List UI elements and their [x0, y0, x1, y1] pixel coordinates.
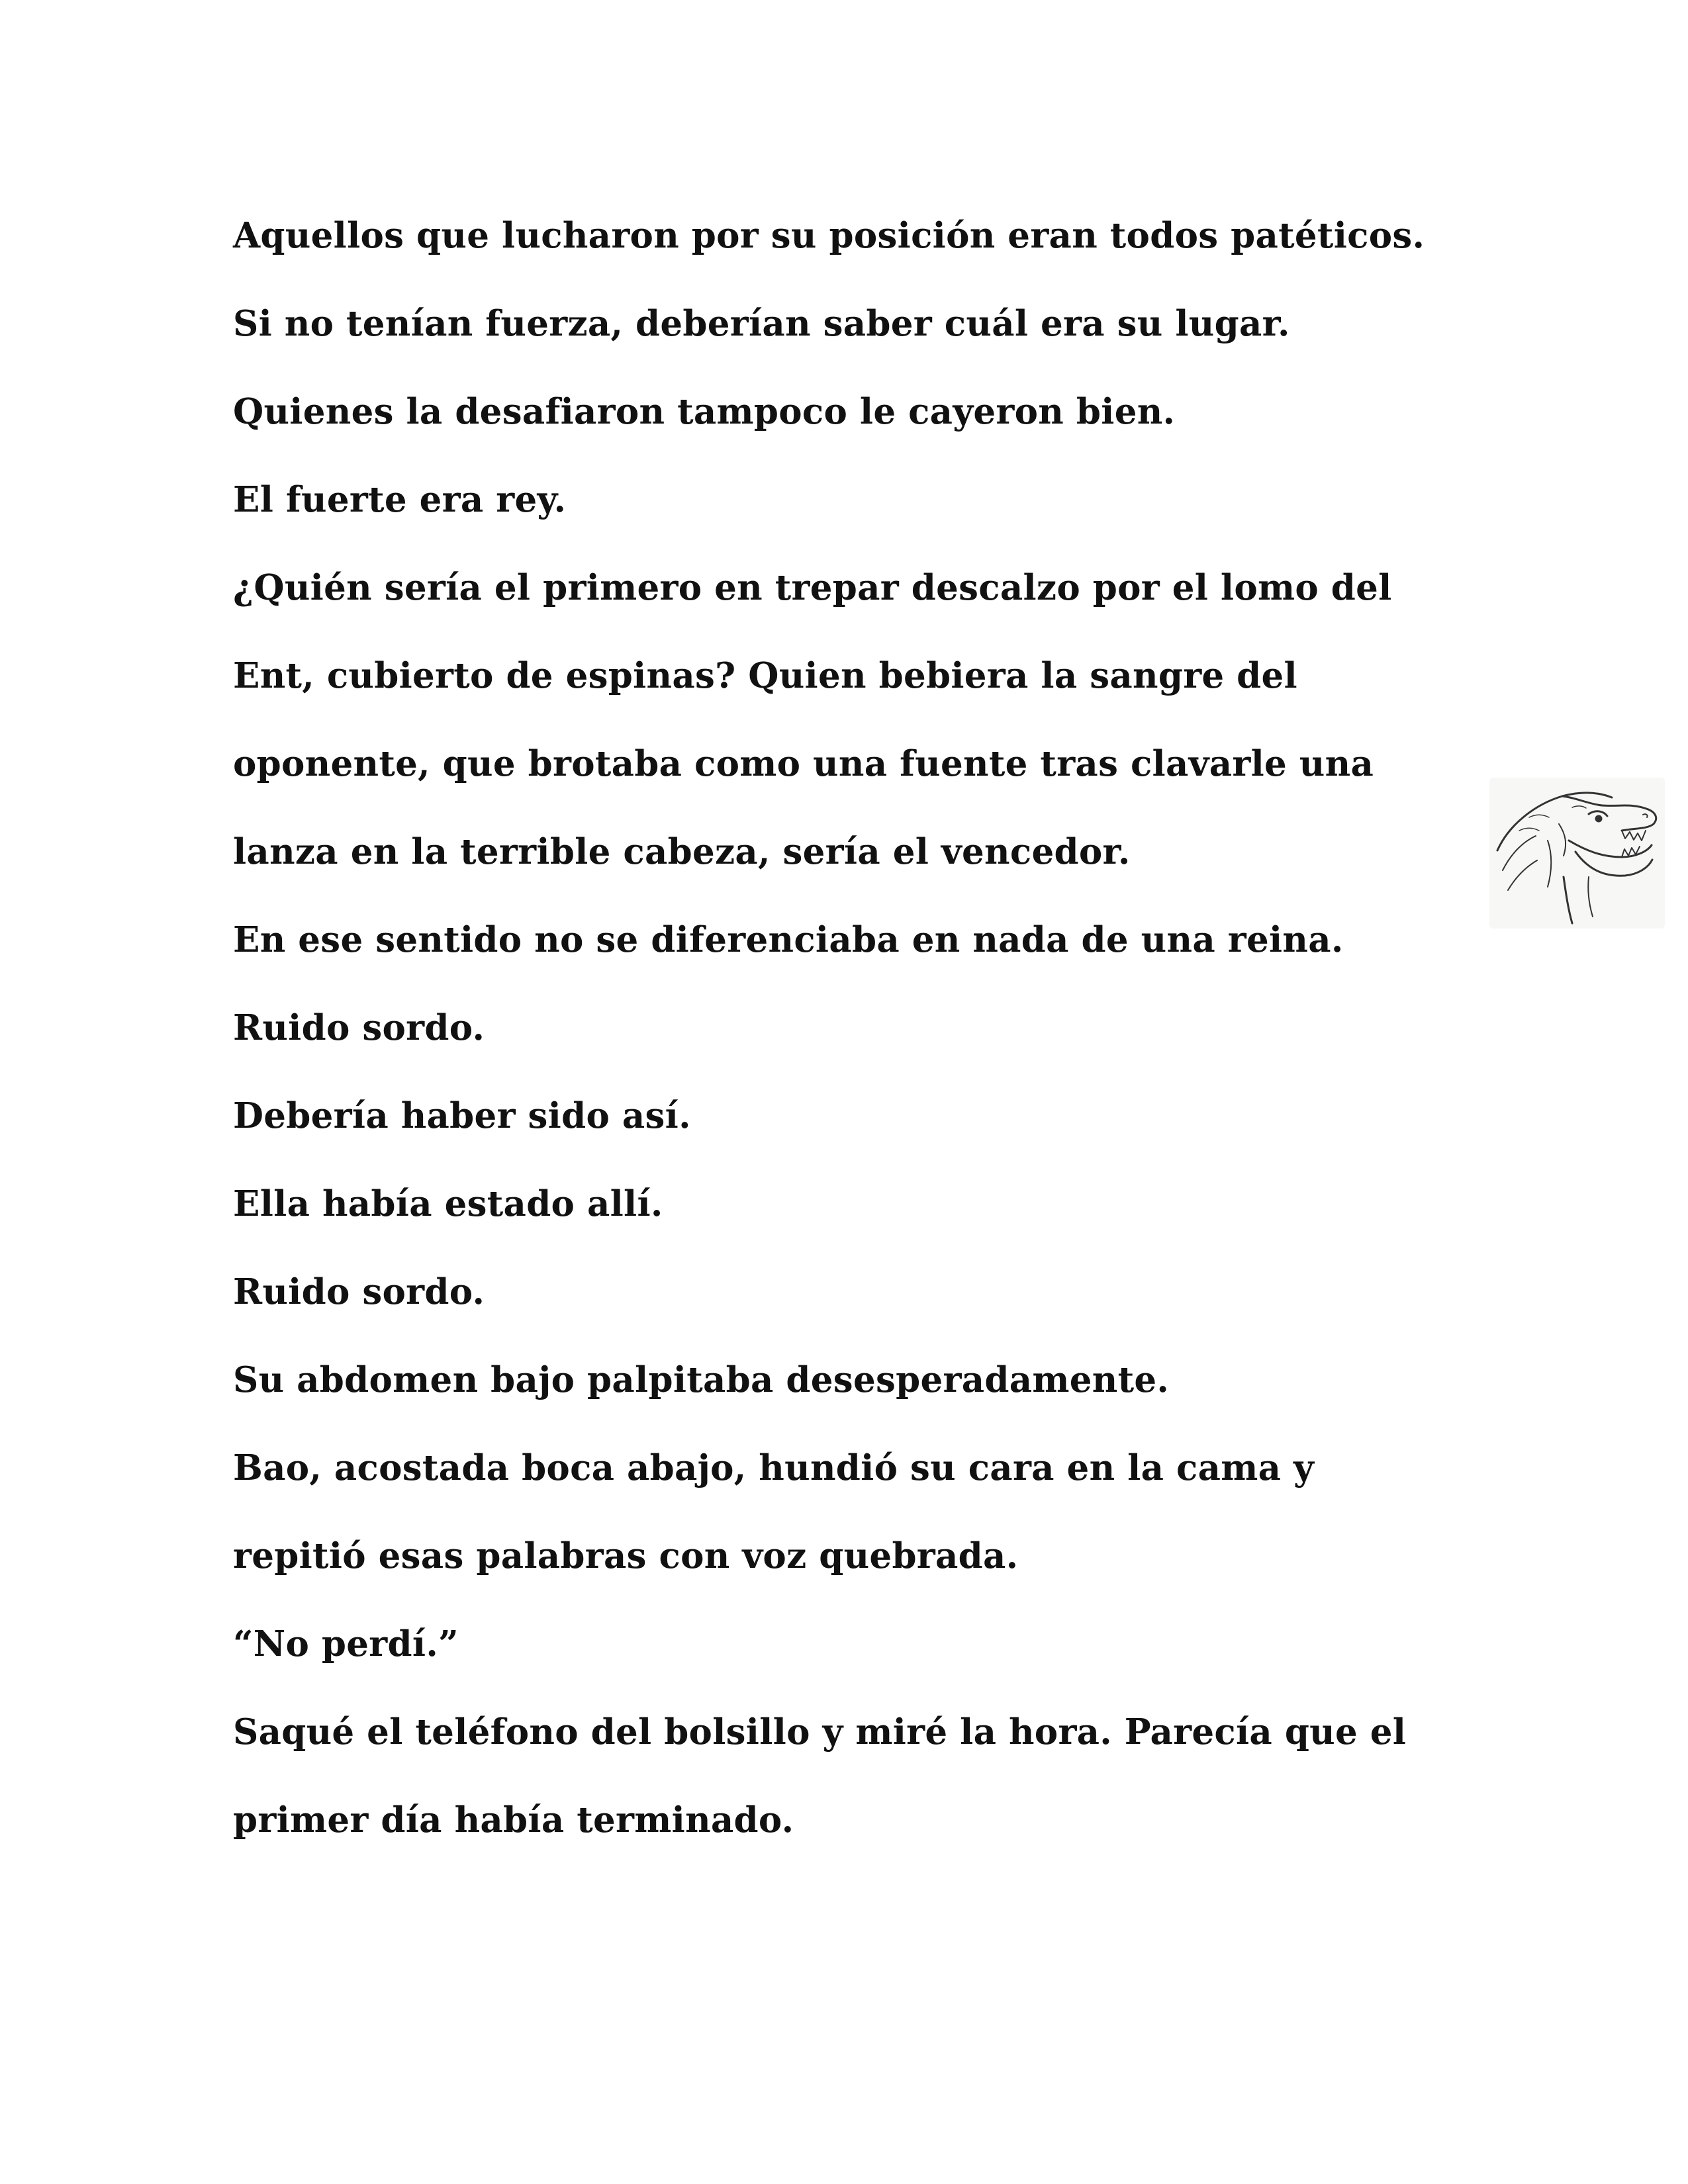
story-text — [233, 192, 1458, 1864]
paragraph: Su abdomen bajo palpitaba desesperadamente. — [233, 1359, 1170, 1400]
paragraph: Ella había estado allí. — [233, 1183, 663, 1224]
paragraph: Aquellos que lucharon por su posición eran todos patéticos. Si no tenían fuerza, deberían saber cuál era su lugar. Quienes la desafiaron tampoco le cayeron bien. — [233, 215, 1425, 432]
paragraph: Ruido sordo. — [233, 1007, 485, 1048]
paragraph: ¿Quién sería el primero en trepar descalzo por el lomo del Ent, cubierto de espinas? Quien bebiera la sangre del oponente, que brotaba como una fuente tras clavarle una lanza en la terrible cabeza, sería el vencedor. — [233, 567, 1392, 872]
paragraph: Bao, acostada boca abajo, hundió su cara en la cama y repitió esas palabras con voz quebrada. — [233, 1447, 1315, 1576]
paragraph: Ruido sordo. — [233, 1271, 485, 1312]
paragraph: El fuerte era rey. — [233, 479, 567, 520]
paragraph: Debería haber sido así. — [233, 1095, 691, 1136]
paragraph: “No perdí.” — [233, 1623, 459, 1664]
paragraph: Saqué el teléfono del bolsillo y miré la hora. Parecía que el primer día había terminado. — [233, 1711, 1407, 1841]
dinosaur-head-sketch-icon — [1489, 778, 1665, 929]
paragraph: En ese sentido no se diferenciaba en nada de una reina. — [233, 919, 1344, 960]
